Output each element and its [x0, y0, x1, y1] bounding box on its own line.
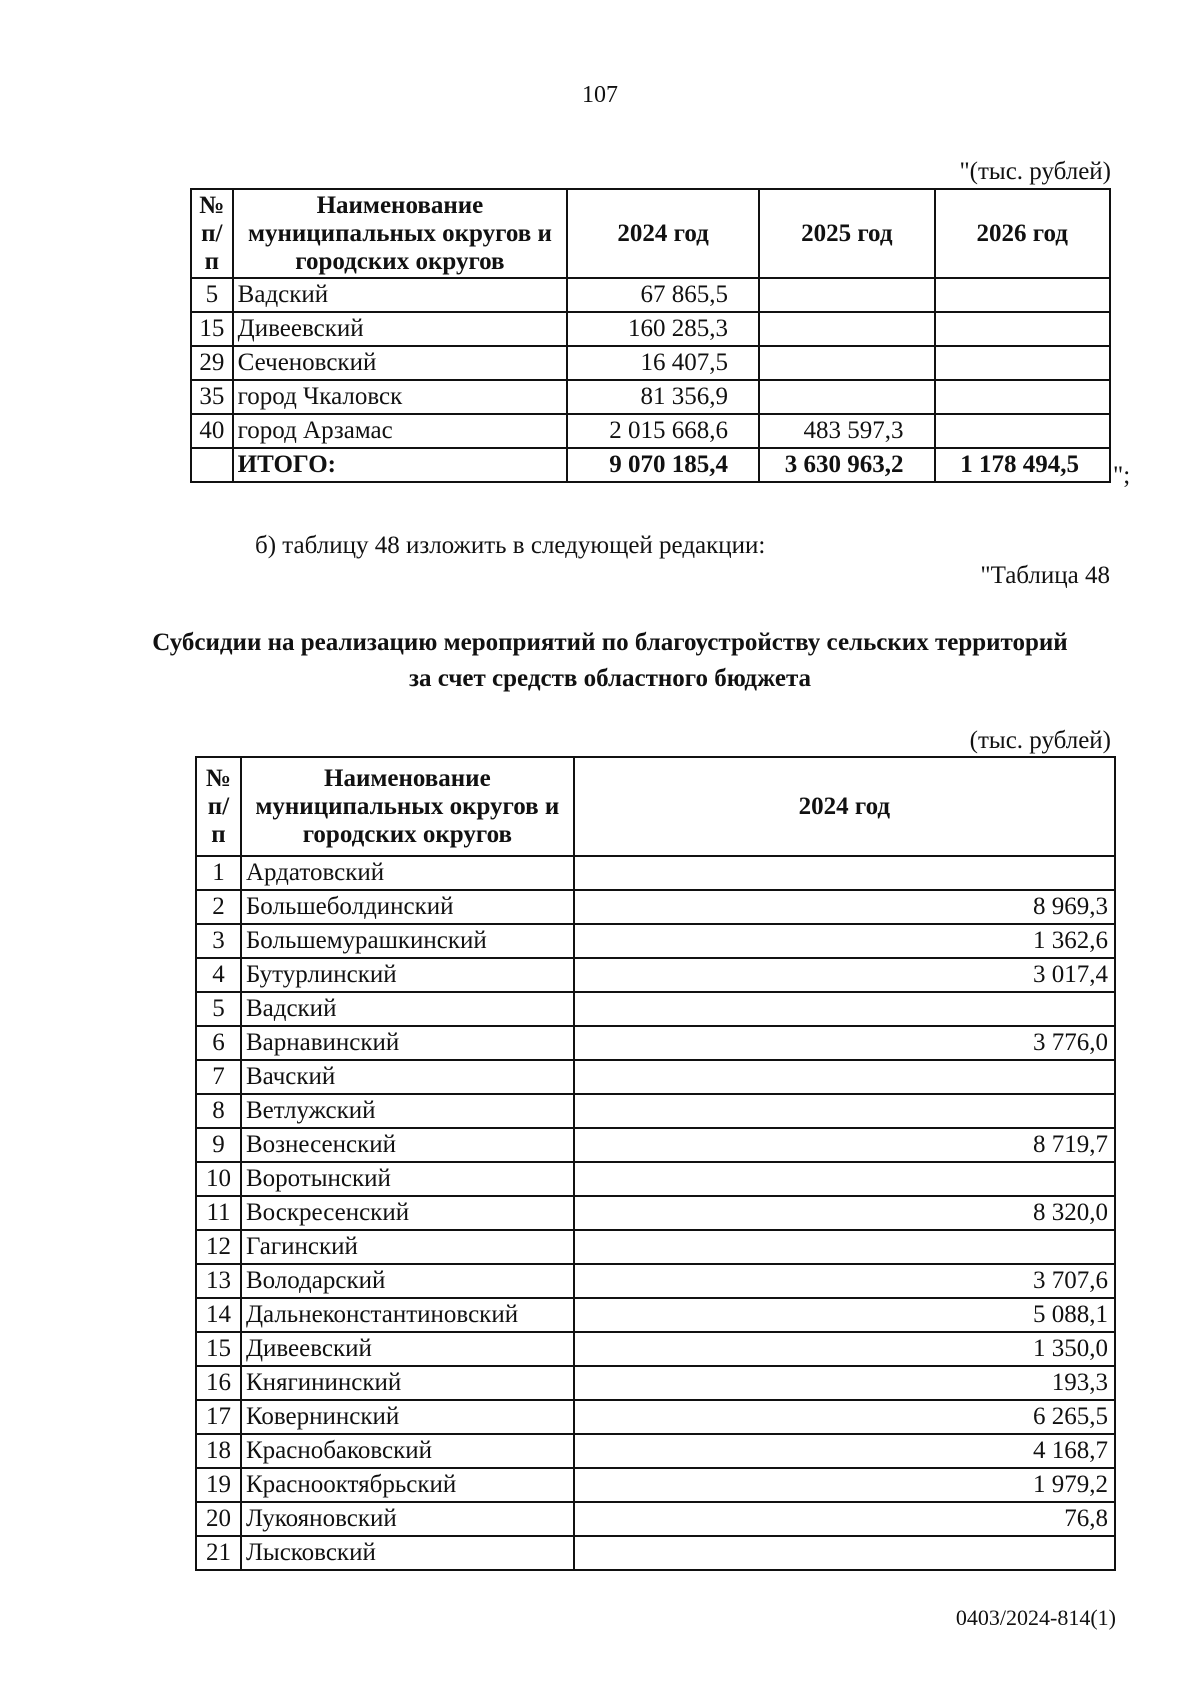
table-row: [196, 890, 1115, 924]
table2: [195, 756, 1116, 1571]
table-row: [196, 1468, 1115, 1502]
table2-header-name: Наименование муниципальных округов и городских округов: [241, 757, 574, 856]
row-value-2024: 3 776,0: [574, 1026, 1115, 1060]
row-name: Бутурлинский: [241, 958, 574, 992]
row-name: Ковернинский: [241, 1400, 574, 1434]
table2-header-num: № п/п: [196, 757, 241, 856]
row-value-2025: [759, 380, 934, 414]
table-row: [196, 992, 1115, 1026]
total-value-2025: 3 630 963,2: [759, 448, 934, 482]
row-name: Вознесенский: [241, 1128, 574, 1162]
total-empty-cell: [191, 448, 233, 482]
total-value-2024: 9 070 185,4: [567, 448, 759, 482]
row-value-2024: 8 969,3: [574, 890, 1115, 924]
page-number: 107: [582, 82, 618, 108]
table-row: [196, 1230, 1115, 1264]
row-name: Гагинский: [241, 1230, 574, 1264]
total-value-2026: 1 178 494,5: [935, 448, 1111, 482]
row-name: Краснооктябрьский: [241, 1468, 574, 1502]
row-value-2025: 483 597,3: [759, 414, 934, 448]
row-name: Варнавинский: [241, 1026, 574, 1060]
row-number: 14: [196, 1298, 241, 1332]
table1-header-2025: 2025 год: [759, 189, 934, 278]
row-value-2024: 1 979,2: [574, 1468, 1115, 1502]
table-row: [196, 1366, 1115, 1400]
table1-header-num: № п/п: [191, 189, 233, 278]
table-row: [196, 1536, 1115, 1570]
row-name: Ветлужский: [241, 1094, 574, 1128]
row-number: 15: [196, 1332, 241, 1366]
row-name: Лукояновский: [241, 1502, 574, 1536]
row-value-2024: 16 407,5: [567, 346, 759, 380]
row-value-2024: 6 265,5: [574, 1400, 1115, 1434]
row-value-2024: 8 719,7: [574, 1128, 1115, 1162]
table-label: "Таблица 48: [980, 562, 1110, 589]
table-row: [196, 924, 1115, 958]
row-name: город Чкаловск: [233, 380, 567, 414]
row-number: 12: [196, 1230, 241, 1264]
row-name: Воротынский: [241, 1162, 574, 1196]
row-number: 17: [196, 1400, 241, 1434]
row-value-2025: [759, 346, 934, 380]
row-number: 40: [191, 414, 233, 448]
table-row: [196, 1060, 1115, 1094]
table1-body: [191, 278, 1110, 482]
table-row: [196, 1264, 1115, 1298]
row-name: Большеболдинский: [241, 890, 574, 924]
table-row: [196, 1400, 1115, 1434]
row-number: 15: [191, 312, 233, 346]
row-number: 10: [196, 1162, 241, 1196]
row-value-2024: [574, 1060, 1115, 1094]
row-value-2024: 3 017,4: [574, 958, 1115, 992]
row-name: Володарский: [241, 1264, 574, 1298]
row-number: 5: [196, 992, 241, 1026]
row-number: 5: [191, 278, 233, 312]
table-row: [196, 1332, 1115, 1366]
row-number: 21: [196, 1536, 241, 1570]
row-value-2024: 81 356,9: [567, 380, 759, 414]
row-value-2024: 8 320,0: [574, 1196, 1115, 1230]
table-row: [191, 278, 1110, 312]
total-row: [191, 448, 1110, 482]
table-row: [191, 380, 1110, 414]
table2-title: Субсидии на реализацию мероприятий по благоустройству сельских территорий за счет средств областного бюджета: [152, 629, 1068, 692]
table-row: [191, 312, 1110, 346]
row-value-2024: [574, 992, 1115, 1026]
row-name: Вадский: [241, 992, 574, 1026]
table-row: [196, 1128, 1115, 1162]
row-name: Ардатовский: [241, 856, 574, 890]
table-row: [196, 958, 1115, 992]
row-number: 2: [196, 890, 241, 924]
row-value-2024: [574, 856, 1115, 890]
row-value-2024: 1 362,6: [574, 924, 1115, 958]
row-name: Дивеевский: [241, 1332, 574, 1366]
row-name: Лысковский: [241, 1536, 574, 1570]
row-value-2024: 1 350,0: [574, 1332, 1115, 1366]
row-name: город Арзамас: [233, 414, 567, 448]
table-row: [196, 1026, 1115, 1060]
row-number: 18: [196, 1434, 241, 1468]
table-row: [196, 1502, 1115, 1536]
row-name: Большемурашкинский: [241, 924, 574, 958]
row-number: 1: [196, 856, 241, 890]
row-name: Княгининский: [241, 1366, 574, 1400]
table-row: [196, 1094, 1115, 1128]
row-value-2024: 160 285,3: [567, 312, 759, 346]
table1-header-2026: 2026 год: [935, 189, 1111, 278]
total-label: ИТОГО:: [233, 448, 567, 482]
row-value-2024: [574, 1536, 1115, 1570]
row-number: 8: [196, 1094, 241, 1128]
row-value-2024: 4 168,7: [574, 1434, 1115, 1468]
row-value-2026: [935, 414, 1111, 448]
row-value-2026: [935, 312, 1111, 346]
row-value-2024: 193,3: [574, 1366, 1115, 1400]
table-row: [191, 346, 1110, 380]
row-name: Вадский: [233, 278, 567, 312]
row-value-2024: [574, 1230, 1115, 1264]
row-value-2026: [935, 380, 1111, 414]
table-row: [196, 1434, 1115, 1468]
instruction-text: б) таблицу 48 изложить в следующей редакции:: [255, 532, 766, 559]
row-number: 9: [196, 1128, 241, 1162]
table-row: [196, 1196, 1115, 1230]
row-name: Дальнеконстантиновский: [241, 1298, 574, 1332]
row-number: 13: [196, 1264, 241, 1298]
row-name: Дивеевский: [233, 312, 567, 346]
row-value-2024: 2 015 668,6: [567, 414, 759, 448]
table2-unit: (тыс. рублей): [969, 727, 1111, 754]
row-value-2025: [759, 312, 934, 346]
table1-header-2024: 2024 год: [567, 189, 759, 278]
table1: [190, 188, 1111, 483]
row-number: 4: [196, 958, 241, 992]
table1-unit: "(тыс. рублей): [959, 158, 1111, 185]
row-value-2024: 5 088,1: [574, 1298, 1115, 1332]
table-row: [196, 856, 1115, 890]
row-number: 35: [191, 380, 233, 414]
row-name: Сеченовский: [233, 346, 567, 380]
table-row: [196, 1298, 1115, 1332]
row-value-2026: [935, 278, 1111, 312]
row-number: 16: [196, 1366, 241, 1400]
footer-code: 0403/2024-814(1): [955, 1605, 1116, 1630]
table1-header-name: Наименование муниципальных округов и городских округов: [233, 189, 567, 278]
row-number: 19: [196, 1468, 241, 1502]
row-number: 3: [196, 924, 241, 958]
row-value-2024: 67 865,5: [567, 278, 759, 312]
row-number: 7: [196, 1060, 241, 1094]
row-number: 6: [196, 1026, 241, 1060]
row-number: 11: [196, 1196, 241, 1230]
table2-header-2024: 2024 год: [574, 757, 1115, 856]
row-value-2024: 76,8: [574, 1502, 1115, 1536]
row-name: Воскресенский: [241, 1196, 574, 1230]
row-number: 29: [191, 346, 233, 380]
row-name: Вачский: [241, 1060, 574, 1094]
table-row: [196, 1162, 1115, 1196]
row-value-2024: [574, 1094, 1115, 1128]
table-row: [191, 414, 1110, 448]
row-value-2024: 3 707,6: [574, 1264, 1115, 1298]
row-number: 20: [196, 1502, 241, 1536]
table2-body: [196, 856, 1115, 1570]
row-value-2024: [574, 1162, 1115, 1196]
row-value-2025: [759, 278, 934, 312]
table1-end-mark: ";: [1113, 462, 1131, 489]
row-name: Краснобаковский: [241, 1434, 574, 1468]
row-value-2026: [935, 346, 1111, 380]
